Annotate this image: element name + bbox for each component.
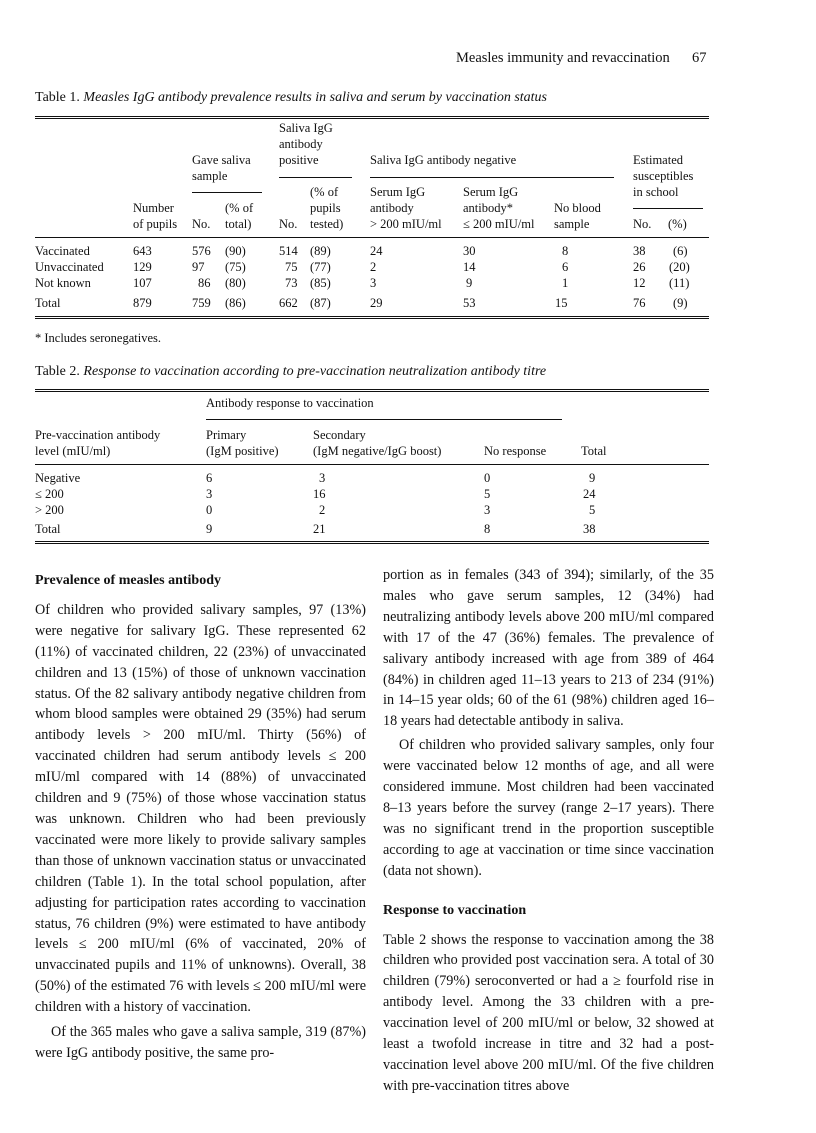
t2-head-pre-1: Pre-vaccination antibody <box>35 428 161 442</box>
right-column <box>383 565 714 1097</box>
t1-cell-est-no: 38 <box>633 244 646 258</box>
running-header-title: Measles immunity and revaccination <box>456 50 670 66</box>
t1-row-label: Total <box>35 296 61 310</box>
t1-est-underline <box>633 208 703 209</box>
t2-head-none: No response <box>484 444 547 458</box>
t2-cell-primary: 9 <box>206 522 213 536</box>
t2-cell-total: 38 <box>583 522 596 536</box>
t1-cell-gave-no: 576 <box>192 244 211 258</box>
t1-head-gave-pct-2: total) <box>225 217 252 231</box>
t1-cell-gave-pct: (86) <box>225 296 246 310</box>
table2-top-rule <box>35 389 709 392</box>
t1-cell-neg-c: 15 <box>555 296 568 310</box>
t1-cell-gave-pct: (75) <box>225 260 246 274</box>
t2-row-label: Negative <box>35 471 81 485</box>
t1-head-pos-3: positive <box>279 153 319 167</box>
t1-row-label: Not known <box>35 276 91 290</box>
t1-cell-neg-b: 30 <box>463 244 476 258</box>
table1-header-rule <box>35 237 709 238</box>
t1-head-neg-a-1: Serum IgG <box>370 185 426 199</box>
t1-cell-neg-b: 9 <box>466 276 473 290</box>
t2-cell-none: 8 <box>484 522 491 536</box>
t2-cell-secondary: 16 <box>313 487 326 501</box>
t2-cell-primary: 0 <box>206 503 213 517</box>
t2-row-label: ≤ 200 <box>35 487 64 501</box>
t1-cell-pos-no: 75 <box>285 260 298 274</box>
t1-cell-neg-c: 1 <box>562 276 569 290</box>
left-paragraph-2: Of the 365 males who gave a saliva sample, 319 (87%) were IgG antibody positive, the same pro- <box>35 1024 366 1061</box>
t2-cell-none: 3 <box>484 503 491 517</box>
t2-row-label: Total <box>35 522 61 536</box>
t1-cell-gave-pct: (90) <box>225 244 246 258</box>
t1-cell-est-no: 76 <box>633 296 646 310</box>
t1-cell-pos-pct: (85) <box>310 276 331 290</box>
t1-cell-pos-pct: (89) <box>310 244 331 258</box>
t1-gave-underline <box>192 192 262 193</box>
t1-cell-pupils: 643 <box>133 244 152 258</box>
t2-head-secondary-1: Secondary <box>313 428 366 442</box>
t2-cell-secondary: 2 <box>319 503 326 517</box>
t2-row-label: > 200 <box>35 503 64 517</box>
t1-cell-est-pct: (9) <box>673 296 688 310</box>
t1-head-pupils-2: of pupils <box>133 217 178 231</box>
t1-head-pos-2: antibody <box>279 137 323 151</box>
t1-pos-underline <box>279 177 352 178</box>
t1-cell-neg-a: 2 <box>370 260 377 274</box>
t2-cell-secondary: 3 <box>319 471 326 485</box>
t1-cell-pos-no: 514 <box>279 244 298 258</box>
table1-top-rule <box>35 116 709 119</box>
table1-label: Table 1. <box>35 90 80 105</box>
t1-head-est-pct: (%) <box>668 217 687 231</box>
t1-cell-neg-c: 8 <box>562 244 569 258</box>
left-paragraph-1: Of children who provided salivary samples, 97 (13%) were negative for salivary IgG. These represented 62 (11%) of vaccinated children, 22 (23%) of unvaccinated children and 13 (15%) of those of unknown vaccination status. Of the 82 salivary antibody negative children from whom blood samples were obtained 29 (35%) had serum antibody levels > 200 mIU/ml. Thirty (56%) of vaccinated children had serum antibody levels ≤ 200 mIU/ml compared with 14 (88%) of unvaccinated children and 9 (75%) of those whose vaccination status was unknown. Children who had been previously vaccinated were more likely to provide salivary samples than those of unknown vaccination status or unvaccinated children (Table 1). In the total school population, after adjusting for participation rates according to vaccination status, 76 children (9%) were estimated to have antibody levels ≤ 200 mIU/ml (6% of vaccinated, 20% of unvaccinated pupils and 11% of unknowns). Overall, 38 (50%) of the estimated 76 with levels ≤ 200 mIU/ml were children with a history of vaccination. <box>35 601 366 1016</box>
t2-head-primary-1: Primary <box>206 428 247 442</box>
table2-label: Table 2. <box>35 364 80 379</box>
t2-cell-none: 0 <box>484 471 491 485</box>
t1-head-neg-b-2: antibody* <box>463 201 513 215</box>
t1-head-pos-1: Saliva IgG <box>279 121 333 135</box>
t1-neg-underline <box>370 177 614 178</box>
t1-cell-gave-no: 759 <box>192 296 211 310</box>
t1-row-label: Vaccinated <box>35 244 90 258</box>
right-paragraph-1: portion as in females (343 of 394); similarly, of the 35 males who gave serum samples, 12 (34%) had neutralizing antibody levels above 200 mIU/ml compared with 17 of the 47 (36%) females. The prevalence of salivary antibody increased with age from 389 of 464 (84%) in children aged 11–13 years to 213 of 234 (91%) in 14–15 year olds; 60 of the 61 (98%) children aged 16–18 years had detectable antibody in saliva. <box>383 567 714 730</box>
t1-head-neg-c-2: sample <box>554 217 590 231</box>
t1-head-pos-no: No. <box>279 217 298 231</box>
right-paragraph-2: Of children who provided salivary samples, only four were vaccinated below 12 months of age, and all were considered immune. Most children had been vaccinated 8–13 years before the survey (range 2–17 years). There was no significant trend in the proportion susceptible according to age at vaccination or time since vaccination (data not shown). <box>383 737 714 879</box>
t1-cell-est-no: 26 <box>633 260 646 274</box>
right-paragraph-3: Table 2 shows the response to vaccination among the 38 children who provided post vaccination sera. A total of 30 children (79%) seroconverted or had a ≥ fourfold rise in antibody level. Among the 33 children with a pre-vaccination level of 200 mIU/ml or below, 32 showed at least a twofold increase in titre and 32 had a post-vaccination level above 200 mIU/ml. Of the five children with pre-vaccination titres above <box>383 931 714 1094</box>
t2-cell-primary: 6 <box>206 471 213 485</box>
t1-cell-pos-no: 662 <box>279 296 298 310</box>
t2-head-primary-2: (IgM positive) <box>206 444 279 458</box>
t1-cell-pos-no: 73 <box>285 276 298 290</box>
table2-caption <box>35 364 546 380</box>
t1-cell-pos-pct: (87) <box>310 296 331 310</box>
t1-cell-gave-no: 97 <box>192 260 205 274</box>
t1-cell-neg-a: 29 <box>370 296 383 310</box>
t1-cell-pupils: 879 <box>133 296 152 310</box>
table1-caption-text: Measles IgG antibody prevalence results in saliva and serum by vaccination status <box>83 90 548 105</box>
t1-cell-est-pct: (11) <box>669 276 690 290</box>
t1-cell-neg-b: 14 <box>463 260 476 274</box>
t1-head-gave-no: No. <box>192 217 211 231</box>
t1-head-neg-b-3: ≤ 200 mIU/ml <box>463 217 535 231</box>
t1-cell-est-pct: (20) <box>669 260 690 274</box>
t1-head-neg-c-1: No blood <box>554 201 601 215</box>
table2-bottom-rule <box>35 541 709 544</box>
t2-cell-primary: 3 <box>206 487 213 501</box>
t1-cell-neg-c: 6 <box>562 260 569 274</box>
t2-cell-secondary: 21 <box>313 522 326 536</box>
section-heading-prevalence: Prevalence of measles antibody <box>35 573 221 588</box>
t1-cell-pupils: 107 <box>133 276 152 290</box>
t1-head-neg-a-3: > 200 mIU/ml <box>370 217 442 231</box>
t2-head-group: Antibody response to vaccination <box>206 396 374 410</box>
section-heading-response: Response to vaccination <box>383 902 527 918</box>
t1-head-pupils-1: Number <box>133 201 174 215</box>
t1-head-neg-a-2: antibody <box>370 201 414 215</box>
table2-header-rule <box>35 464 709 465</box>
table1-caption <box>35 90 547 106</box>
table2-caption-text: Response to vaccination according to pre-vaccination neutralization antibody titre <box>83 364 547 379</box>
t1-cell-pupils: 129 <box>133 260 152 274</box>
t2-head-total: Total <box>581 444 607 458</box>
t2-cell-total: 5 <box>589 503 596 517</box>
t1-cell-gave-pct: (80) <box>225 276 246 290</box>
t2-cell-total: 24 <box>583 487 596 501</box>
t1-cell-est-no: 12 <box>633 276 646 290</box>
t1-head-gave-pct-1: (% of <box>225 201 254 215</box>
t1-cell-pos-pct: (77) <box>310 260 331 274</box>
table1-footnote: * Includes seronegatives. <box>35 331 162 345</box>
t1-cell-neg-a: 24 <box>370 244 383 258</box>
t1-head-pos-pct-3: tested) <box>310 217 344 231</box>
t1-head-gave-1: Gave saliva <box>192 153 251 167</box>
t1-head-pos-pct-2: pupils <box>310 201 341 215</box>
t2-head-pre-2: level (mIU/ml) <box>35 444 111 458</box>
t1-head-est-1: Estimated <box>633 153 683 167</box>
t1-head-est-no: No. <box>633 217 652 231</box>
t1-head-neg-b-1: Serum IgG <box>463 185 519 199</box>
t1-cell-neg-b: 53 <box>463 296 476 310</box>
t1-cell-neg-a: 3 <box>370 276 377 290</box>
t1-head-neg: Saliva IgG antibody negative <box>370 153 517 167</box>
table1-bottom-rule <box>35 316 709 319</box>
t1-head-pos-pct-1: (% of <box>310 185 339 199</box>
t1-head-est-3: in school <box>633 185 679 199</box>
t1-cell-est-pct: (6) <box>673 244 688 258</box>
t2-cell-none: 5 <box>484 487 491 501</box>
t1-head-gave-2: sample <box>192 169 228 183</box>
t2-group-underline <box>206 419 562 420</box>
t1-row-label: Unvaccinated <box>35 260 104 274</box>
left-column <box>35 571 366 1064</box>
t2-cell-total: 9 <box>589 471 596 485</box>
page-number: 67 <box>692 50 707 66</box>
t1-head-est-2: susceptibles <box>633 169 694 183</box>
t2-head-secondary-2: (IgM negative/IgG boost) <box>313 444 442 458</box>
t1-cell-gave-no: 86 <box>198 276 211 290</box>
